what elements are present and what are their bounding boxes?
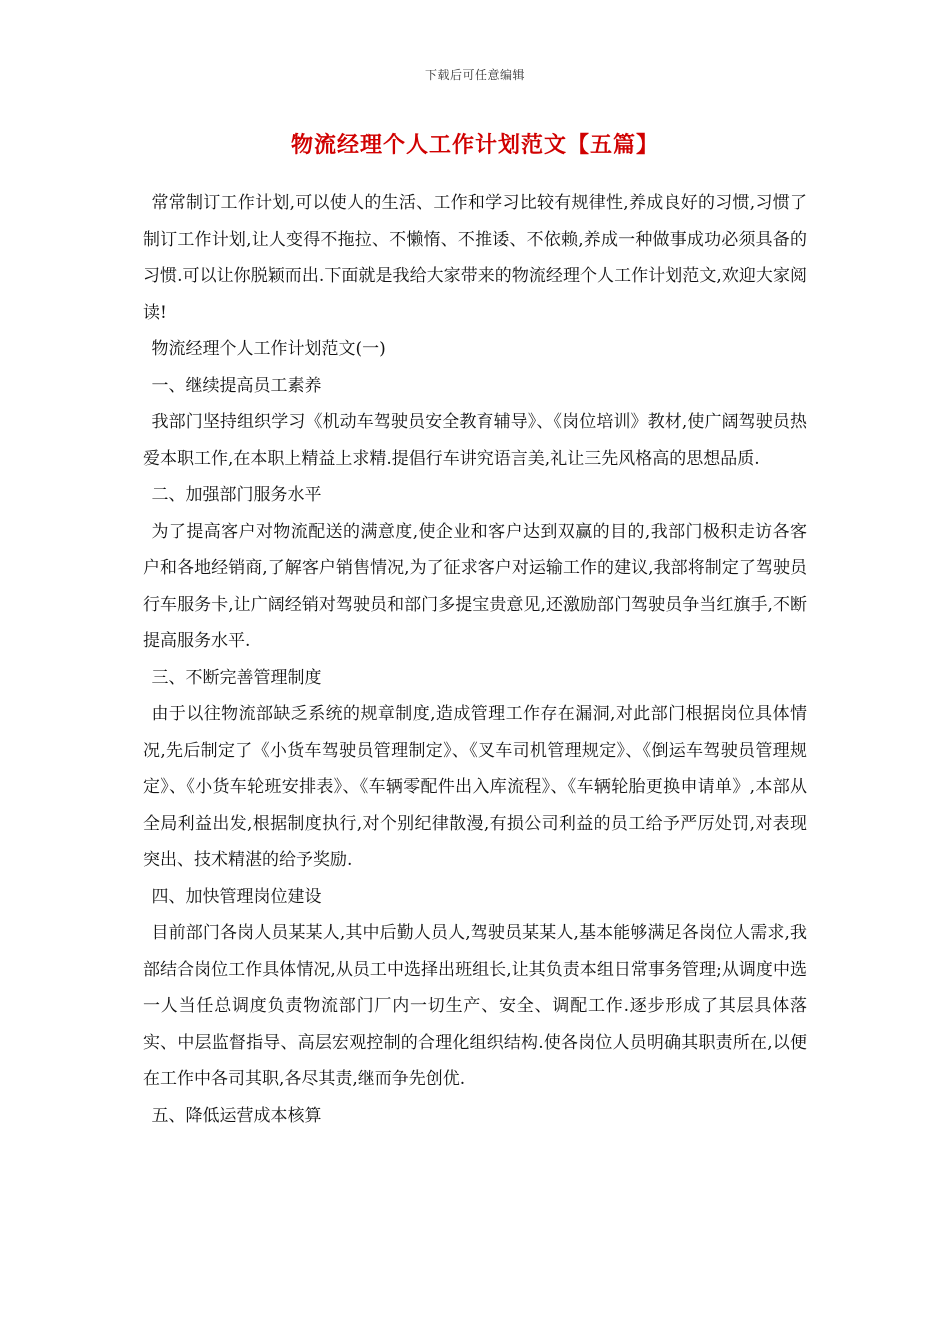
heading-2: 二、加强部门服务水平 xyxy=(151,485,322,505)
paragraph-2: 为了提高客户对物流配送的满意度,使企业和客户达到双赢的目的,我部门极积走访各客户和各地经销商,了解客户销售情况,为了征求客户对运输工作的建议,我部将制定了驾驶员行车服务卡,让广阔经销对驾驶员和部门多提宝贵意见,还激励部门驾驶员争当红旗手,不断提高服务水平. xyxy=(143,521,807,651)
paragraph-3: 由于以往物流部缺乏系统的规章制度,造成管理工作存在漏洞,对此部门根据岗位具体情况,先后制定了《小货车驾驶员管理制定》、《叉车司机管理规定》、《倒运车驾驶员管理规定》、《小货车轮班安排表》、《车辆零配件出入库流程》、《车辆轮胎更换申请单》,本部从全局利益出发,根据制度执行,对个别纪律散漫,有损公司利益的员工给予严厉处罚,对表现突出、技术精湛的给予奖励. xyxy=(143,704,807,870)
heading-5: 五、降低运营成本核算 xyxy=(151,1105,322,1126)
document-body xyxy=(143,185,807,1134)
document-title: 物流经理个人工作计划范文【五篇】 xyxy=(290,132,659,158)
paragraph-4: 目前部门各岗人员某某人,其中后勤人员人,驾驶员某某人,基本能够满足各岗位人需求,我部结合岗位工作具体情况,从员工中选择出班组长,让其负责本组日常事务管理;从调度中选一人当任总调度负责物流部门厂内一切生产、安全、调配工作.逐步形成了其层具体落实、中层监督指导、高层宏观控制的合理化组织结构.使各岗位人员明确其职责所在,以便在工作中各司其职,各尽其责,继而争先创优. xyxy=(143,923,807,1089)
header-note: 下载后可任意编辑 xyxy=(424,68,525,82)
heading-4: 四、加快管理岗位建设 xyxy=(151,886,322,907)
section-title-1: 物流经理个人工作计划范文(一) xyxy=(151,339,386,359)
heading-3: 三、不断完善管理制度 xyxy=(151,667,322,688)
intro-paragraph: 常常制订工作计划,可以使人的生活、工作和学习比较有规律性,养成良好的习惯,习惯了制订工作计划,让人变得不拖拉、不懒惰、不推诿、不依赖,养成一种做事成功必须具备的习惯.可以让你脱颖而出.下面就是我给大家带来的物流经理个人工作计划范文,欢迎大家阅读! xyxy=(143,193,807,323)
paragraph-1: 我部门坚持组织学习《机动车驾驶员安全教育辅导》、《岗位培训》教材,使广阔驾驶员热爱本职工作,在本职上精益上求精.提倡行车讲究语言美,礼让三先风格高的思想品质. xyxy=(143,412,807,469)
heading-1: 一、继续提高员工素养 xyxy=(151,375,322,396)
